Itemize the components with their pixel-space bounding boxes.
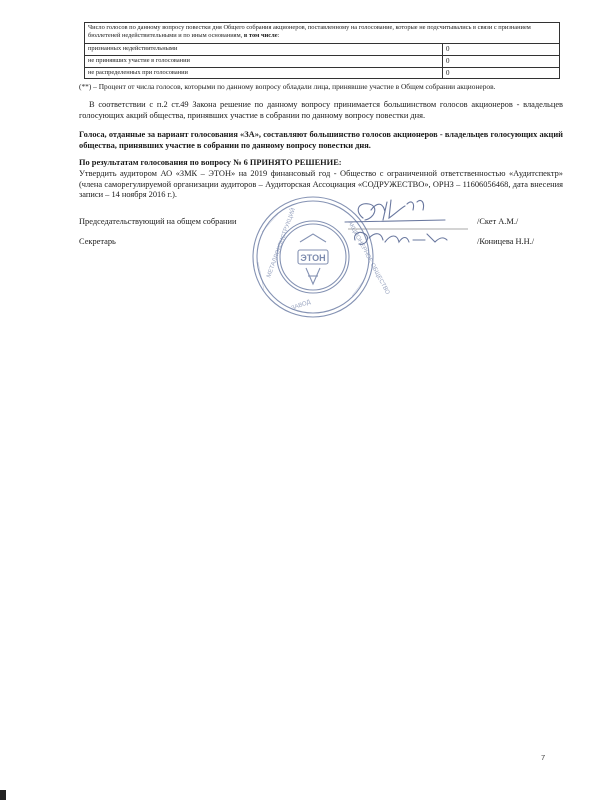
decision-heading: По результатам голосования по вопросу № 6 ПРИНЯТО РЕШЕНИЕ: — [79, 158, 342, 167]
secretary-signature-line — [79, 238, 116, 246]
row-value: 0 — [443, 55, 560, 67]
chairman-signature-line — [79, 218, 236, 226]
chairman-label: Председательствующий на общем собрании — [79, 217, 237, 226]
page-number: 7 — [541, 753, 546, 762]
table-header-row — [85, 23, 560, 44]
table-row — [85, 44, 560, 56]
table-row — [85, 67, 560, 79]
scan-edge-mark — [0, 790, 6, 800]
svg-text:ЗАВОД: ЗАВОД — [290, 299, 312, 312]
row-label: признанных недействительными — [85, 44, 443, 56]
table-row — [85, 55, 560, 67]
majority-statement: Голоса, отданные за вариант голосования «ЗА», составляют большинство голосов акционеров - владельцев голосующих акций общества, принявших участие в собрании по данному вопросу повестки дня. — [79, 130, 563, 150]
chairman-name: /Скет А.М./ — [477, 217, 519, 226]
svg-text:АКЦИОНЕРНОЕ ОБЩЕСТВО: АКЦИОНЕРНОЕ ОБЩЕСТВО — [346, 220, 391, 296]
svg-text:ЭТОН: ЭТОН — [300, 253, 326, 263]
decision-text: Утвердить аудитором АО «ЗМК – ЭТОН» на 2019 финансовый год - Общество с ограниченной ответственностью «Аудитспектр» (члена саморегулируемой организации аудиторов – Аудиторская Ассоциация «СОДРУЖЕСТВО», ОРНЗ – 11606056468, дата внесения записи – 14 ноября 2016 г.). — [79, 168, 563, 200]
row-value: 0 — [443, 67, 560, 79]
svg-text:МЕТАЛЛОКОНСТРУКЦИЙ: МЕТАЛЛОКОНСТРУКЦИЙ — [266, 207, 298, 279]
row-label: не распределенных при голосовании — [85, 67, 443, 79]
table-header-cell: Число голосов по данному вопросу повестки дня Общего собрания акционеров, поставленному на голосование, которые не подсчитывались в связи с признанием бюллетеней недействительными и по иным основаниям, в том числе: — [85, 23, 560, 44]
row-value: 0 — [443, 44, 560, 56]
secretary-name: /Коницева Н.Н./ — [477, 237, 535, 246]
row-label: не принявших участие в голосовании — [85, 55, 443, 67]
law-reference-paragraph: В соответствии с п.2 ст.49 Закона решение по данному вопросу принимается большинством голосов акционеров - владельцев голосующих акций общества, принявших участие в собрании по данному вопросу повестки дня. — [79, 100, 563, 120]
handwritten-signatures — [335, 196, 465, 270]
uncounted-votes-table — [84, 22, 560, 79]
percent-footnote: (**) – Процент от числа голосов, которыми по данному вопросу обладали лица, принявшие участие в Общем собрании акционеров. — [79, 82, 496, 91]
secretary-label: Секретарь — [79, 237, 116, 246]
